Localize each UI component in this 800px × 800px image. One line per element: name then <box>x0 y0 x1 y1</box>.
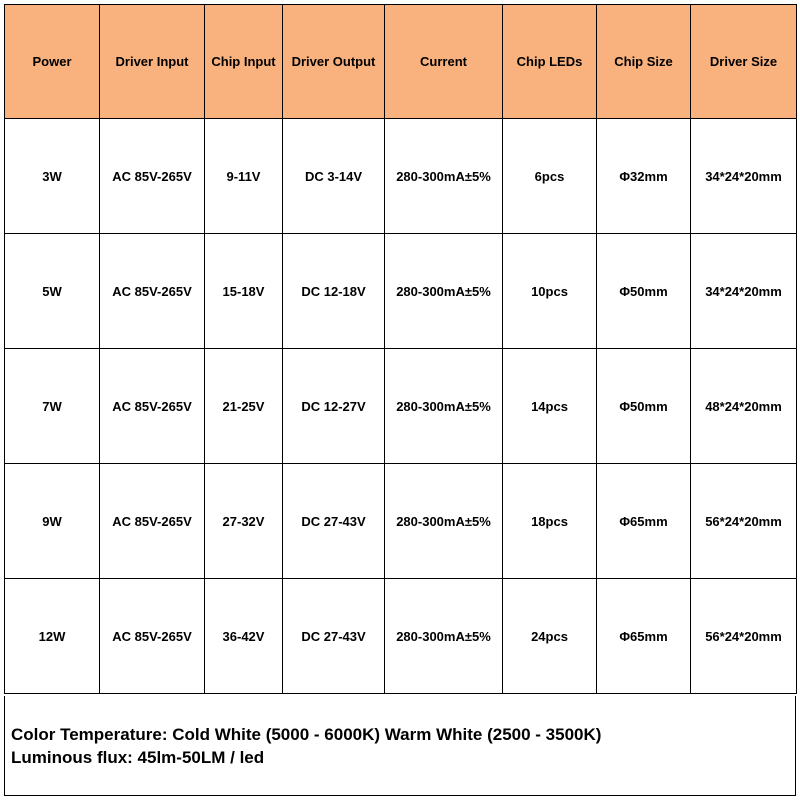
cell-current: 280-300mA±5% <box>385 234 503 349</box>
cell-chip-input: 36-42V <box>205 579 283 694</box>
cell-power: 12W <box>5 579 100 694</box>
spec-notes <box>4 696 796 796</box>
table-row <box>5 349 797 464</box>
cell-driver-input: AC 85V-265V <box>100 234 205 349</box>
cell-chip-size: Φ50mm <box>597 349 691 464</box>
header-driver-size: Driver Size <box>691 5 797 119</box>
table-row <box>5 119 797 234</box>
header-chip-size: Chip Size <box>597 5 691 119</box>
cell-driver-output: DC 3-14V <box>283 119 385 234</box>
cell-chip-leds: 18pcs <box>503 464 597 579</box>
cell-chip-leds: 10pcs <box>503 234 597 349</box>
cell-chip-input: 15-18V <box>205 234 283 349</box>
cell-driver-size: 34*24*20mm <box>691 234 797 349</box>
cell-driver-output: DC 27-43V <box>283 579 385 694</box>
header-chip-leds: Chip LEDs <box>503 5 597 119</box>
header-current: Current <box>385 5 503 119</box>
cell-chip-leds: 6pcs <box>503 119 597 234</box>
cell-driver-input: AC 85V-265V <box>100 579 205 694</box>
header-driver-output: Driver Output <box>283 5 385 119</box>
table-row <box>5 464 797 579</box>
cell-power: 9W <box>5 464 100 579</box>
cell-driver-input: AC 85V-265V <box>100 349 205 464</box>
cell-driver-input: AC 85V-265V <box>100 119 205 234</box>
cell-current: 280-300mA±5% <box>385 349 503 464</box>
cell-chip-leds: 14pcs <box>503 349 597 464</box>
cell-chip-size: Φ65mm <box>597 464 691 579</box>
cell-current: 280-300mA±5% <box>385 119 503 234</box>
header-power: Power <box>5 5 100 119</box>
header-row <box>5 5 797 119</box>
cell-chip-input: 27-32V <box>205 464 283 579</box>
cell-driver-output: DC 12-27V <box>283 349 385 464</box>
cell-driver-size: 56*24*20mm <box>691 579 797 694</box>
color-temperature-note: Color Temperature: Cold White (5000 - 6000K) Warm White (2500 - 3500K) <box>11 725 602 744</box>
cell-power: 3W <box>5 119 100 234</box>
cell-driver-output: DC 27-43V <box>283 464 385 579</box>
cell-chip-size: Φ32mm <box>597 119 691 234</box>
cell-chip-size: Φ65mm <box>597 579 691 694</box>
cell-chip-leds: 24pcs <box>503 579 597 694</box>
cell-driver-size: 34*24*20mm <box>691 119 797 234</box>
cell-power: 5W <box>5 234 100 349</box>
cell-driver-input: AC 85V-265V <box>100 464 205 579</box>
cell-current: 280-300mA±5% <box>385 579 503 694</box>
cell-chip-input: 9-11V <box>205 119 283 234</box>
table-row <box>5 234 797 349</box>
header-driver-input: Driver Input <box>100 5 205 119</box>
cell-driver-output: DC 12-18V <box>283 234 385 349</box>
spec-table <box>4 4 797 694</box>
cell-power: 7W <box>5 349 100 464</box>
cell-driver-size: 48*24*20mm <box>691 349 797 464</box>
cell-current: 280-300mA±5% <box>385 464 503 579</box>
cell-driver-size: 56*24*20mm <box>691 464 797 579</box>
luminous-flux-note: Luminous flux: 45lm-50LM / led <box>11 748 265 767</box>
cell-chip-size: Φ50mm <box>597 234 691 349</box>
cell-chip-input: 21-25V <box>205 349 283 464</box>
header-chip-input: Chip Input <box>205 5 283 119</box>
table-row <box>5 579 797 694</box>
